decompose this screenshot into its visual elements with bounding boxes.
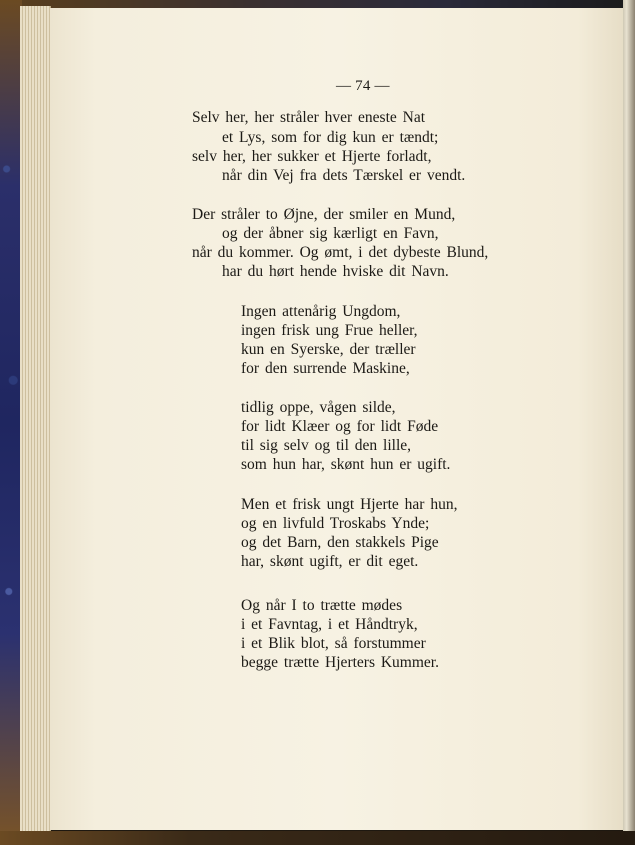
poem-line: Ingen attenårig Ungdom, [241, 303, 401, 320]
poem-line: og der åbner sig kærligt en Favn, [222, 225, 439, 242]
poem-line: kun en Syerske, der træller [241, 341, 416, 358]
poem-line: Selv her, her stråler hver eneste Nat [192, 109, 426, 126]
page-stack-edges [20, 6, 51, 832]
page-number: — 74 — [336, 78, 390, 94]
poem-line: til sig selv og til den lille, [241, 437, 412, 454]
poem-line: Og når I to trætte mødes [241, 597, 403, 614]
poem-line: ingen frisk ung Frue heller, [241, 322, 418, 339]
poem-line: for den surrende Maskine, [241, 360, 410, 377]
poem-line: Men et frisk ungt Hjerte har hun, [241, 496, 458, 513]
poem-line: begge trætte Hjerters Kummer. [241, 654, 439, 671]
poem-line: og en livfuld Troskabs Ynde; [241, 515, 430, 532]
poem-line: et Lys, som for dig kun er tændt; [222, 129, 439, 146]
poem-line: når du kommer. Og ømt, i det dybeste Blund, [192, 244, 489, 261]
book-cover-top-edge [0, 0, 635, 8]
poem-line: i et Blik blot, så forstummer [241, 635, 426, 652]
poem-line: selv her, her sukker et Hjerte forladt, [192, 148, 432, 165]
poem-line: Der stråler to Øjne, der smiler en Mund, [192, 206, 456, 223]
poem-line: som hun har, skønt hun er ugift. [241, 456, 451, 473]
poem-line: når din Vej fra dets Tærskel er vendt. [222, 167, 466, 184]
next-page-edge [623, 0, 635, 845]
poem-line: tidlig oppe, vågen silde, [241, 399, 396, 416]
poem-line: har du hørt hende hviske dit Navn. [222, 263, 449, 280]
poem-line: har, skønt ugift, er dit eget. [241, 553, 419, 570]
poem-line: og det Barn, den stakkels Pige [241, 534, 439, 551]
book-cover-bottom-edge [0, 831, 635, 845]
book-cover-marbled [0, 0, 22, 845]
poem-line: for lidt Klæer og for lidt Føde [241, 418, 439, 435]
poem-line: i et Favntag, i et Håndtryk, [241, 616, 418, 633]
